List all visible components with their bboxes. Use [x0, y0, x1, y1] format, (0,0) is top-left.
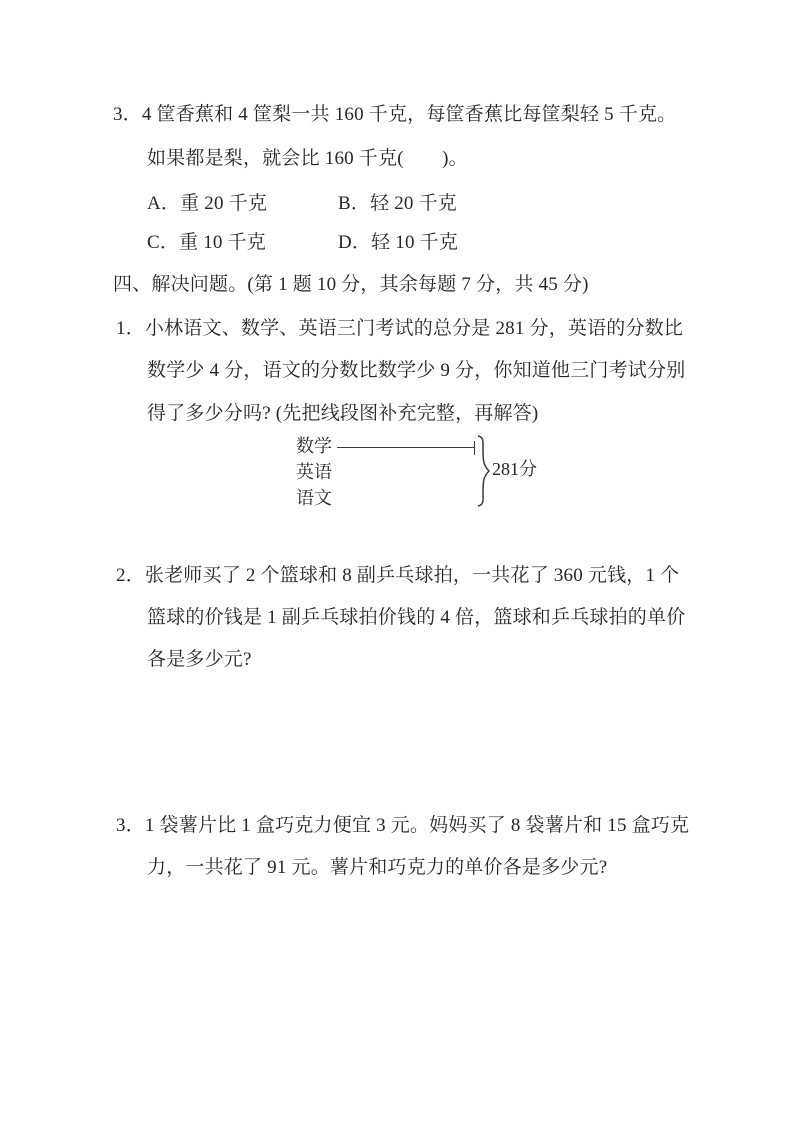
option-c: C．重 10 千克 — [147, 232, 266, 253]
diagram-label-math: 数学 — [296, 436, 332, 456]
problem2-line2: 篮球的价钱是 1 副乒乓球拍价钱的 4 倍，篮球和乒乓球拍的单价 — [147, 607, 686, 628]
problem2-line3: 各是多少元? — [147, 649, 252, 670]
section4-title: 四、解决问题。(第 1 题 10 分，其余每题 7 分，共 45 分) — [113, 274, 589, 295]
problem2-line1: 2．张老师买了 2 个篮球和 8 副乒乓球拍，一共花了 360 元钱，1 个 — [116, 565, 680, 586]
diagram-label-english: 英语 — [296, 462, 332, 482]
problem3-line2: 力，一共花了 91 元。薯片和巧克力的单价各是多少元? — [147, 857, 608, 878]
problem3-line1: 3．1 袋薯片比 1 盒巧克力便宜 3 元。妈妈买了 8 袋薯片和 15 盒巧克 — [116, 815, 690, 836]
option-b: B．轻 20 千克 — [338, 193, 457, 214]
problem1-line1: 1．小林语文、数学、英语三门考试的总分是 281 分，英语的分数比 — [116, 318, 684, 339]
total-brace-icon — [476, 435, 491, 507]
problem1-line3: 得了多少分吗? (先把线段图补充完整，再解答) — [147, 403, 539, 424]
option-a: A．重 20 千克 — [147, 193, 268, 214]
problem1-line2: 数学少 4 分，语文的分数比数学少 9 分，你知道他三门考试分别 — [147, 360, 686, 381]
question3-line1: 3．4 筐香蕉和 4 筐梨一共 160 千克，每筐香蕉比每筐梨轻 5 千克。 — [113, 104, 677, 125]
diagram-total-label: 281分 — [492, 459, 537, 479]
segment-end-tick — [474, 441, 475, 455]
diagram-label-chinese: 语文 — [296, 488, 332, 508]
math-segment-line — [337, 447, 475, 448]
question3-line2: 如果都是梨，就会比 160 千克( )。 — [147, 148, 468, 169]
option-d: D．轻 10 千克 — [338, 232, 459, 253]
